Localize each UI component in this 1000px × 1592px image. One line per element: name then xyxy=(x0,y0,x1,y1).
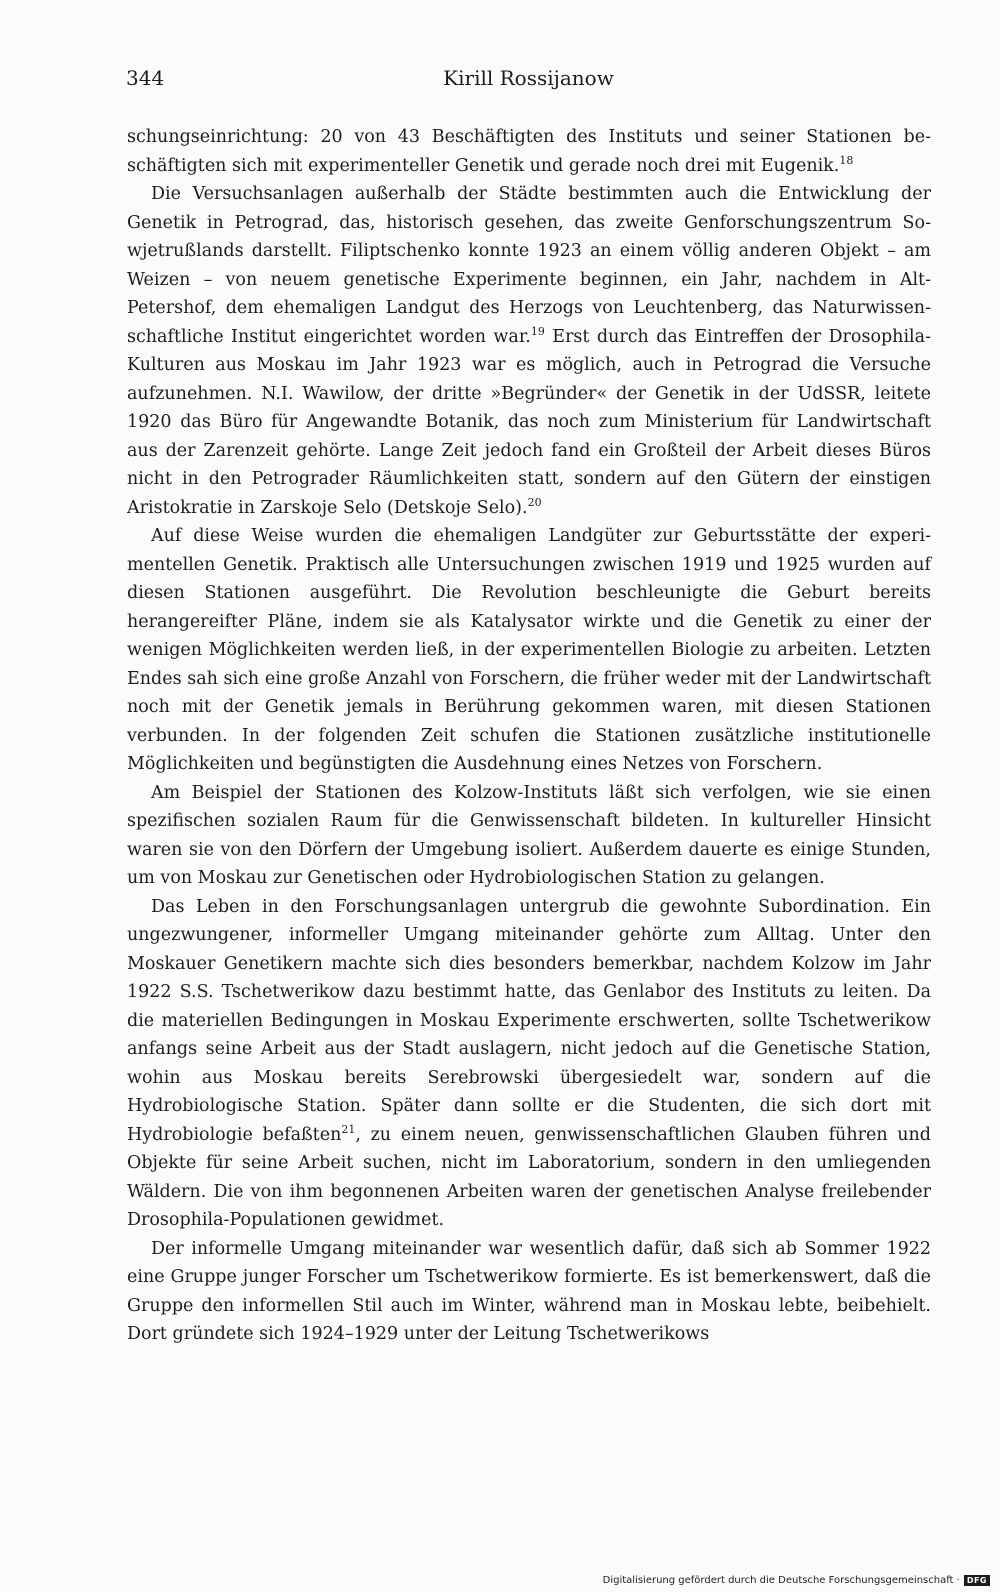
paragraph-text: Erst durch das Eintreffen der Drosophila-Kulturen aus Moskau im Jahr 1923 war es möglich, auch in Petrograd die Versuche aufzunehmen. N.I. Wawilow, der dritte »Begründer« der Genetik in der UdSSR, leitete 1920 das Büro für Angewandte Botanik, das noch zum Ministerium für Landwirtschaft aus der Zarenzeit gehörte. Lange Zeit jedoch fand ein Großteil der Arbeit dieses Büros nicht in den Petrograder Räumlichkeiten statt, sondern auf den Gütern der einstigen Aristokratie in Zarskoje Selo (Detskoje Selo). xyxy=(127,326,931,518)
footnote-marker: 19 xyxy=(530,324,545,338)
paragraph-text: Die Versuchsanlagen außerhalb der Städte bestimmten auch die Entwicklung der Genetik in Petrograd, das, historisch gesehen, das zweite Genforschungszentrum Sowjetrußlands darstellt. Filiptschenko konnte 1923 an einem völlig anderen Objekt – am Weizen – von neuem genetische Experimente beginnen, ein Jahr, nachdem in Alt-Petershof, dem ehemaligen Landgut des Herzogs von Leuchtenberg, das Naturwissenschaftliche Institut eingerichtet worden war. xyxy=(127,184,931,347)
footnote-marker: 20 xyxy=(527,495,542,509)
paragraph-text: , zu einem neuen, genwissenschaftlichen Glauben führen und Objekte für seine Arbeit suchen, nicht im Laboratorium, sondern in den umliegenden Wäldern. Die von ihm begonnenen Arbeiten waren der genetischen Analyse freilebender Drosophila-Populationen gewidmet. xyxy=(127,1124,931,1230)
paragraph-text: schungseinrichtung: 20 von 43 Beschäftigten des Instituts und seiner Stationen beschäftigten sich mit experimenteller Genetik und gerade noch drei mit Eugenik. xyxy=(127,127,931,176)
paragraph xyxy=(127,123,931,180)
running-head: Kirill Rossijanow xyxy=(443,66,614,90)
paragraph xyxy=(127,1235,931,1349)
paragraph xyxy=(127,180,931,522)
paragraph-text: Der informelle Umgang miteinander war wesentlich dafür, daß sich ab Sommer 1922 eine Gruppe junger Forscher um Tschetwerikow formierte. Es ist bemerkenswert, daß die Gruppe den informellen Stil auch im Winter, während man in Moskau lebte, beibehielt. Dort gründete sich 1924–1929 unter der Leitung Tschetwerikows xyxy=(127,1238,931,1344)
paragraph xyxy=(127,779,931,893)
footnote-marker: 18 xyxy=(839,153,854,167)
page-number: 344 xyxy=(126,66,165,90)
footnote-marker: 21 xyxy=(341,1122,356,1136)
digitization-footer xyxy=(603,1575,990,1586)
paragraph xyxy=(127,893,931,1235)
footer-credit: Digitalisierung gefördert durch die Deutsche Forschungsgemeinschaft · xyxy=(602,1575,960,1586)
paragraph xyxy=(127,522,931,779)
paragraph-text: Am Beispiel der Stationen des Kolzow-Instituts läßt sich verfolgen, wie sie einen spezifischen sozialen Raum für die Genwissenschaft bildeten. In kultureller Hinsicht waren sie von den Dörfern der Umgebung isoliert. Außerdem dauerte es einige Stunden, um von Moskau zur Genetischen oder Hydrobiologischen Station zu gelangen. xyxy=(127,782,931,888)
paragraph-text: Das Leben in den Forschungsanlagen untergrub die gewohnte Subordination. Ein ungezwungener, informeller Umgang miteinander gehörte zum Alltag. Unter den Moskauer Genetikern machte sich dies besonders bemerkbar, nachdem Kolzow im Jahr 1922 S.S. Tschetwerikow dazu bestimmt hatte, das Genlabor des Instituts zu leiten. Da die materiellen Bedingungen in Moskau Experimente erschwerten, sollte Tschetwerikow anfangs seine Arbeit aus der Stadt auslagern, nicht jedoch auf die Genetische Station, wohin aus Moskau bereits Serebrowski übergesiedelt war, sondern auf die Hydrobiologische Station. Später dann sollte er die Studenten, die sich dort mit Hydrobiologie befaßten xyxy=(127,896,931,1145)
page-header xyxy=(126,66,931,98)
dfg-logo: DFG xyxy=(964,1575,990,1586)
paragraph-text: Auf diese Weise wurden die ehemaligen Landgüter zur Geburtsstätte der experimentellen Genetik. Praktisch alle Untersuchungen zwischen 1919 und 1925 wurden auf diesen Stationen ausgeführt. Die Revolution beschleunigte die Geburt bereits herangereifter Pläne, indem sie als Katalysator wirkte und die Genetik zu einer der wenigen Möglichkeiten werden ließ, in der experimentellen Biologie zu arbeiten. Letzten Endes sah sich eine große Anzahl von Forschern, die früher weder mit der Landwirtschaft noch mit der Genetik jemals in Berührung gekommen waren, mit diesen Stationen verbunden. In der folgenden Zeit schufen die Stationen zusätzliche institutionelle Möglichkeiten und begünstigten die Ausdehnung eines Netzes von Forschern. xyxy=(127,526,931,774)
body-text xyxy=(127,123,931,1349)
